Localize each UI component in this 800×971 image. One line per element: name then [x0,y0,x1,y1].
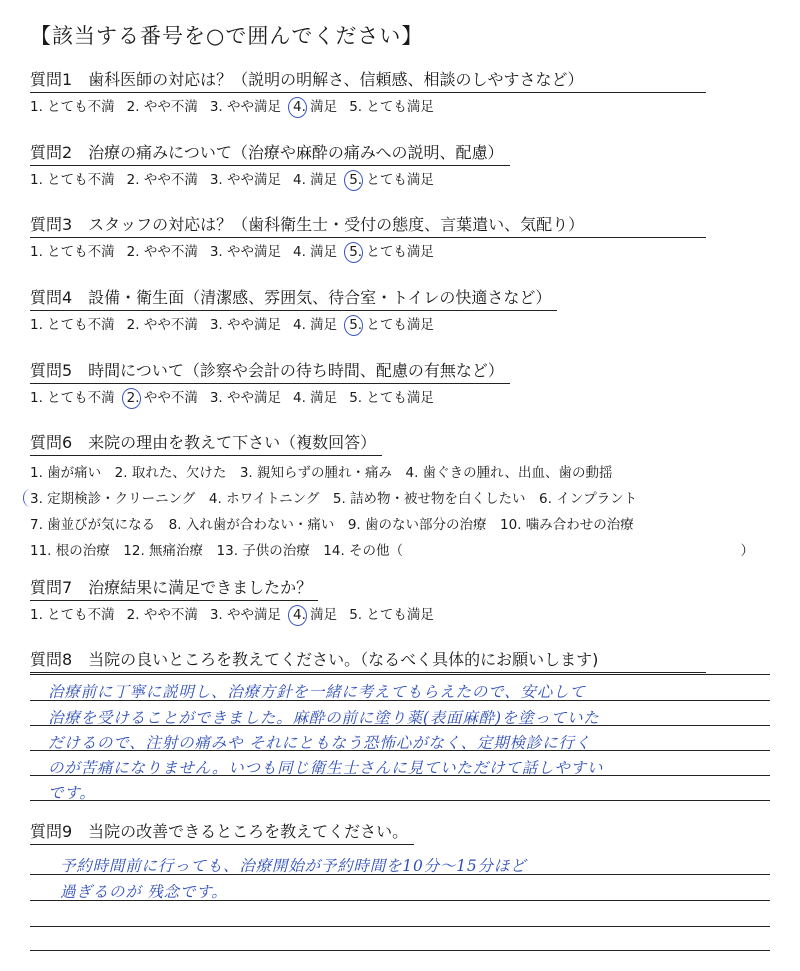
question-1-title: 質問1 歯科医師の対応は？（説明の明解さ、信頼感、相談のしやすさなど） [30,70,706,93]
scale-option[interactable]: 5. とても満足 [349,244,434,260]
question-1 [30,70,770,117]
handwritten-answer-line: だけるので、注射の痛みや それにともなう恐怖心がなく、定期検診に行く [48,734,592,752]
scale-option[interactable]: 5. とても満足 [349,390,434,406]
question-6-row: 11. 根の治療 12. 無痛治療 13. 子供の治療 14. その他（ ） [30,543,755,559]
question-2-options [30,170,770,190]
scale-option[interactable]: 5. とても満足 [349,317,434,333]
handwritten-answer-line: のが苦痛になりません。いつも同じ衛生士さんに見ていただけて話しやすい [48,759,604,777]
question-1-options [30,97,770,117]
scale-option[interactable]: 5. とても満足 [349,172,434,188]
scale-option[interactable]: 1. とても不満 [30,99,115,115]
question-4 [30,288,770,335]
scale-option[interactable]: 3. やや満足 [209,99,282,115]
page-header: 【該当する番号を○で囲んでください】 [30,24,424,48]
writing-line [30,926,770,927]
scale-option[interactable]: 4. 満足 [293,607,338,623]
handwritten-answer-line: 過ぎるのが 残念です。 [60,883,228,901]
scale-option[interactable]: 1. とても不満 [30,317,115,333]
writing-line [30,674,770,675]
handwritten-answer-line: 予約時間前に行っても、治療開始が予約時間を10分～15分ほど [60,857,527,875]
scale-option[interactable]: 1. とても不満 [30,172,115,188]
scale-option[interactable]: 2. やや不満 [126,172,198,188]
question-3-title: 質問3 スタッフの対応は？（歯科衛生士・受付の態度、言葉遣い、気配り） [30,215,706,238]
question-3-options [30,242,770,262]
scale-option[interactable]: 1. とても不満 [30,607,115,623]
scale-option[interactable]: 4. 満足 [293,390,338,406]
question-6-options [30,460,770,564]
question-9-title: 質問9 当院の改善できるところを教えてください。 [30,822,414,845]
question-4-options [30,315,770,335]
scale-option[interactable]: 2. やや不満 [126,317,198,333]
question-6-title: 質問6 来院の理由を教えて下さい（複数回答） [30,433,382,456]
question-7-title: 質問7 治療結果に満足できましたか？ [30,578,318,601]
scale-option[interactable]: 4. 満足 [293,172,338,188]
question-9-answer-area[interactable] [30,850,770,960]
scale-option[interactable]: 2. やや不満 [126,390,198,406]
question-9 [30,822,770,845]
question-5-options [30,388,770,408]
scale-option[interactable]: 1. とても不満 [30,390,115,406]
question-5 [30,361,770,408]
question-3 [30,215,770,262]
scale-option[interactable]: 3. やや満足 [209,607,282,623]
scale-option[interactable]: 3. やや満足 [209,390,282,406]
handwritten-answer-line: 治療前に丁寧に説明し、治療方針を一緒に考えてもらえたので、安心して [48,683,586,701]
question-2 [30,143,770,190]
scale-option[interactable]: 2. やや不満 [126,99,198,115]
question-8-title: 質問8 当院の良いところを教えてください。（なるべく具体的にお願いします) [30,650,706,673]
question-6-row: 1. 歯が痛い 2. 取れた、欠けた 3. 親知らずの腫れ・痛み 4. 歯ぐきの腫れ、出血、歯の動揺 [30,465,613,481]
scale-option[interactable]: 1. とても不満 [30,244,115,260]
handwritten-answer-line: です。 [48,784,96,802]
scale-option[interactable]: 4. 満足 [293,244,338,260]
question-7-options [30,605,770,625]
writing-line [30,950,770,951]
question-8-answer-area[interactable] [30,674,770,814]
question-6-row: 3. 定期検診・クリーニング 4. ホワイトニング 5. 詰め物・被せ物を白くしたい 6. インプラント [30,491,638,507]
scale-option[interactable]: 3. やや満足 [209,317,282,333]
writing-line [30,800,770,801]
scale-option[interactable]: 3. やや満足 [209,172,282,188]
scale-option[interactable]: 4. 満足 [293,317,338,333]
question-4-title: 質問4 設備・衛生面（清潔感、雰囲気、待合室・トイレの快適さなど） [30,288,557,311]
scale-option[interactable]: 3. やや満足 [209,244,282,260]
handwritten-answer-line: 治療を受けることができました。麻酔の前に塗り薬(表面麻酔)を塗っていた [48,709,600,727]
question-8 [30,650,770,673]
scale-option[interactable]: 5. とても満足 [349,607,434,623]
selection-circle-mark [23,489,38,507]
question-6-row: 7. 歯並びが気になる 8. 入れ歯が合わない・痛い 9. 歯のない部分の治療 10. 噛み合わせの治療 [30,517,634,533]
question-6 [30,433,770,564]
question-2-title: 質問2 治療の痛みについて（治療や麻酔の痛みへの説明、配慮） [30,143,510,166]
question-7 [30,578,770,625]
scale-option[interactable]: 5. とても満足 [349,99,434,115]
question-5-title: 質問5 時間について（診察や会計の待ち時間、配慮の有無など） [30,361,510,384]
scale-option[interactable]: 2. やや不満 [126,244,198,260]
scale-option[interactable]: 4. 満足 [293,99,338,115]
scale-option[interactable]: 2. やや不満 [126,607,198,623]
